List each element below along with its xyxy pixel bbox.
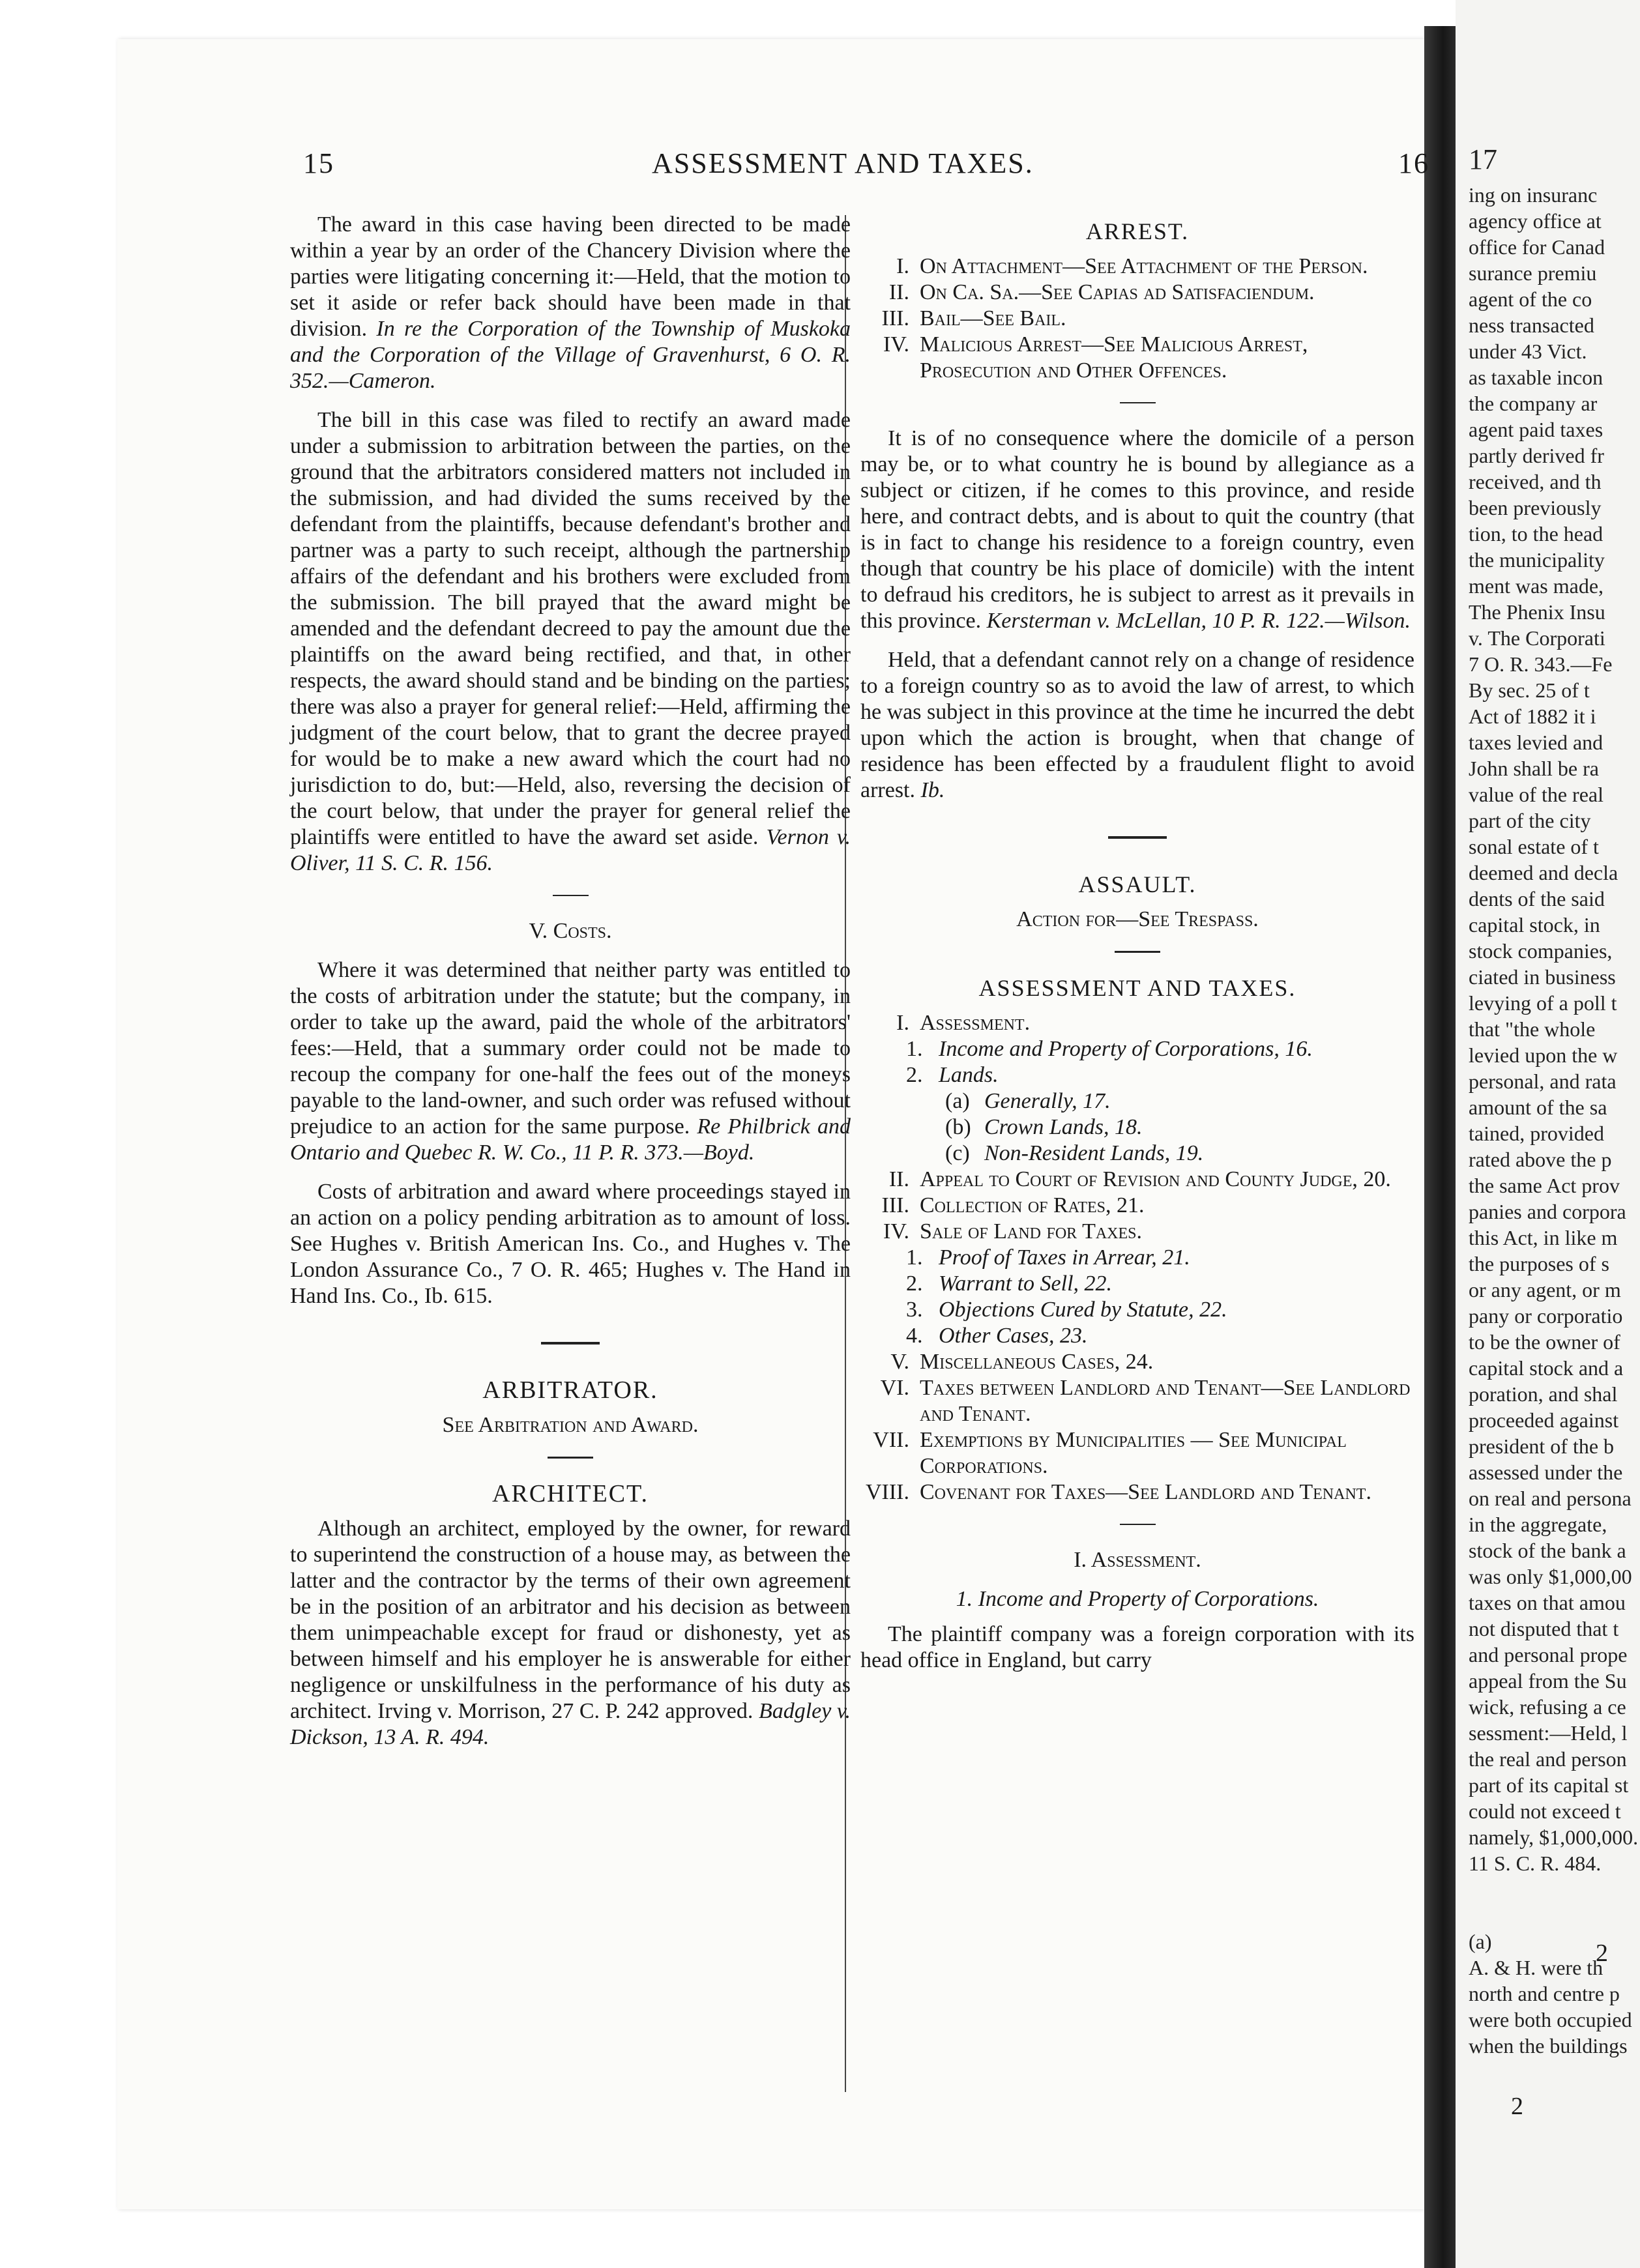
toc-number: I. bbox=[896, 254, 909, 278]
adjacent-page-line: stock of the bank a bbox=[1469, 1539, 1626, 1562]
adjacent-page-line: part of the city bbox=[1469, 809, 1591, 832]
adjacent-page-line: sessment:—Held, l bbox=[1469, 1721, 1628, 1745]
adjacent-page-line: the company ar bbox=[1469, 392, 1598, 415]
adjacent-page-line: poration, and shal bbox=[1469, 1382, 1618, 1406]
adjacent-page-section-number: 2 bbox=[1596, 1940, 1608, 1967]
adjacent-page-line: surance premiu bbox=[1469, 261, 1597, 285]
taxes-subsubitem bbox=[945, 1141, 1414, 1167]
adjacent-page-line: were both occupied bbox=[1469, 2008, 1632, 2031]
paragraph-text: Held, that a defendant cannot rely on a change of residence to a foreign country so as to avoid the law of arrest, to which he was subject in this province at the time he incurred the debt upon which the action is brought, when that change of residence has been effected by a fraudulent flight to avoid arrest. bbox=[860, 648, 1414, 802]
toc-text: Sale of Land for Taxes. bbox=[920, 1219, 1143, 1243]
arrest-contents bbox=[860, 254, 1414, 384]
adjacent-page-signature-mark: 2 bbox=[1511, 2093, 1523, 2120]
paragraph bbox=[290, 212, 851, 394]
toc-number: II. bbox=[888, 280, 909, 304]
taxes-subitem bbox=[906, 1271, 1414, 1297]
adjacent-page-line: 7 O. R. 343.—Fe bbox=[1469, 652, 1613, 676]
cross-reference: See Arbitration and Award. bbox=[442, 1413, 699, 1437]
adjacent-page-line: levying of a poll t bbox=[1469, 991, 1617, 1015]
toc-number: III. bbox=[881, 1193, 909, 1217]
toc-number: VI. bbox=[880, 1376, 909, 1400]
paragraph bbox=[860, 647, 1414, 804]
adjacent-page-line: the real and person bbox=[1469, 1747, 1627, 1771]
toc-number: VIII. bbox=[865, 1480, 909, 1504]
toc-number: III. bbox=[881, 306, 909, 330]
taxes-subitem bbox=[906, 1245, 1414, 1271]
taxes-item bbox=[860, 1193, 1414, 1219]
adjacent-page-line: to be the owner of bbox=[1469, 1330, 1620, 1354]
taxes-subitem bbox=[906, 1062, 1414, 1088]
adjacent-page-line: ing on insuranc bbox=[1469, 183, 1598, 207]
subitem-number: 4. bbox=[906, 1324, 923, 1348]
section-heading: I. Assessment. bbox=[1074, 1548, 1201, 1572]
adjacent-page-line: north and centre p bbox=[1469, 1982, 1620, 2005]
book-spine bbox=[1424, 26, 1456, 2268]
toc-text: Bail—See Bail. bbox=[920, 306, 1066, 330]
adjacent-page-line: the same Act prov bbox=[1469, 1174, 1620, 1197]
subitem-text: Warrant to Sell, 22. bbox=[939, 1272, 1113, 1296]
entry-heading: ASSAULT. bbox=[1078, 871, 1197, 897]
adjacent-page-line: taxes on that amou bbox=[1469, 1591, 1626, 1614]
adjacent-page-line: capital stock, in bbox=[1469, 913, 1600, 937]
toc-text: Malicious Arrest—See Malicious Arrest, Prosecution and Other Offences. bbox=[920, 332, 1308, 383]
cross-reference: Action for—See Trespass. bbox=[1016, 907, 1259, 931]
paragraph bbox=[290, 957, 851, 1166]
taxes-item bbox=[860, 1219, 1414, 1245]
section-divider bbox=[553, 895, 589, 896]
adjacent-page-line: amount of the sa bbox=[1469, 1096, 1607, 1119]
adjacent-page-line: John shall be ra bbox=[1469, 757, 1599, 780]
adjacent-page-line: pany or corporatio bbox=[1469, 1304, 1623, 1328]
adjacent-page-line: could not exceed t bbox=[1469, 1799, 1621, 1823]
adjacent-page-line: A. & H. were th bbox=[1469, 1956, 1603, 1979]
adjacent-page-line: dents of the said bbox=[1469, 887, 1605, 910]
section-heading: V. Costs. bbox=[529, 919, 612, 943]
adjacent-page-line: was only $1,000,00 bbox=[1469, 1565, 1632, 1588]
subsubitem-number: (c) bbox=[945, 1141, 970, 1165]
taxes-subitems bbox=[906, 1036, 1414, 1167]
subitem-text: Other Cases, 23. bbox=[939, 1324, 1088, 1348]
adjacent-page-text bbox=[1469, 147, 1640, 2059]
subsubitem-number: (a) bbox=[945, 1089, 970, 1113]
adjacent-page-line: been previously bbox=[1469, 496, 1602, 519]
taxes-item bbox=[860, 1375, 1414, 1427]
section-divider bbox=[1120, 402, 1156, 403]
paragraph-text: The bill in this case was filed to rectify an award made under a submission to arbitration between the parties, on the ground that the arbitrators considered matters not included in the submission, and had divided the sums received by the defendant from the plaintiffs, because defendant's brother and partner was a party to such receipt, although the partnership affairs of the defendant and his brothers were excluded from the submission. The bill prayed that the award might be amended and the defendant decreed to pay the amount due the plaintiffs on the award being rectified, and that, in other respects, the award should stand and be binding on the parties; there was also a prayer for general relief:—Held, affirming the judgment of the court below, that to grant the decree prayed for would be to make a new award which the court had no jurisdiction to do, but:—Held, also, reversing the decision of the court below, that under the prayer for general relief the plaintiffs were entitled to have the award set aside. bbox=[290, 408, 851, 849]
paragraph bbox=[290, 1179, 851, 1309]
adjacent-page-line: agent of the co bbox=[1469, 287, 1592, 311]
toc-number: I. bbox=[896, 1011, 909, 1035]
subitem-text: Income and Property of Corporations, 16. bbox=[939, 1037, 1313, 1061]
running-title: ASSESSMENT AND TAXES. bbox=[652, 147, 1034, 179]
subitem-number: 2. bbox=[906, 1272, 923, 1296]
toc-number: II. bbox=[888, 1167, 909, 1191]
adjacent-page-line: capital stock and a bbox=[1469, 1356, 1624, 1380]
paragraph-text: It is of no consequence where the domicile of a person may be, or to what country he is bound by allegiance as a subject or citizen, if he comes to this province, and reside here, and contract debts, and is about to quit the country (that is in fact to change his residence to a foreign country, even though that country be his place of domicile) with the intent to defraud his creditors, he is subject to arrest as it prevails in this province. bbox=[860, 426, 1414, 633]
adjacent-page-line: the municipality bbox=[1469, 548, 1605, 572]
arrest-item bbox=[860, 332, 1414, 384]
taxes-item bbox=[860, 1010, 1414, 1036]
paragraph-text: Although an architect, employed by the owner, for reward to superintend the construction of a house may, as between the latter and the contractor by the terms of their own agreement be in the position of an arbitrator and his decision as between them unimpeachable except for fraud or dishonesty, yet as between himself and his employer he is answerable for either negligence or unskilfulness in the performance of his duty as architect. Irving v. Morrison, 27 C. P. 242 approved. bbox=[290, 1517, 851, 1723]
section-divider bbox=[1108, 836, 1167, 839]
citation: Vernon v. Oliver, 11 S. C. R. 156. bbox=[290, 825, 851, 875]
adjacent-page-line: 11 S. C. R. 484. bbox=[1469, 1852, 1602, 1875]
toc-number: IV. bbox=[883, 332, 909, 356]
adjacent-page-line: partly derived fr bbox=[1469, 444, 1604, 467]
adjacent-page-line: ciated in business bbox=[1469, 965, 1616, 989]
entry-heading: ARBITRATOR. bbox=[482, 1376, 658, 1404]
adjacent-page-line: received, and th bbox=[1469, 470, 1602, 493]
adjacent-page-line: appeal from the Su bbox=[1469, 1669, 1627, 1693]
adjacent-page-line: wick, refusing a ce bbox=[1469, 1695, 1626, 1719]
subitem-text: Objections Cured by Statute, 22. bbox=[939, 1298, 1227, 1322]
taxes-subsubitems bbox=[945, 1088, 1414, 1167]
subitem-number: 1. bbox=[906, 1245, 923, 1270]
adjacent-page-line: as taxable incon bbox=[1469, 366, 1603, 389]
adjacent-page-line: that "the whole bbox=[1469, 1017, 1596, 1041]
entry-heading: ARCHITECT. bbox=[492, 1480, 649, 1507]
adjacent-page-line: assessed under the bbox=[1469, 1461, 1623, 1484]
adjacent-page-line: sonal estate of t bbox=[1469, 835, 1599, 858]
paragraph bbox=[290, 1516, 851, 1751]
paragraph bbox=[290, 407, 851, 877]
entry-heading: ASSESSMENT AND TAXES. bbox=[978, 975, 1296, 1001]
adjacent-page-line: personal, and rata bbox=[1469, 1069, 1617, 1093]
entry-heading: ARREST. bbox=[1085, 218, 1190, 244]
toc-number: V. bbox=[890, 1350, 909, 1374]
taxes-contents bbox=[860, 1010, 1414, 1505]
adjacent-page-line: agent paid taxes bbox=[1469, 418, 1603, 441]
subsubitem-text: Crown Lands, 18. bbox=[984, 1115, 1143, 1139]
adjacent-page-line: this Act, in like m bbox=[1469, 1226, 1618, 1249]
subitem-text: Proof of Taxes in Arrear, 21. bbox=[939, 1245, 1190, 1270]
toc-text: Collection of Rates, 21. bbox=[920, 1193, 1145, 1217]
subitem-number: 1. bbox=[906, 1037, 923, 1061]
section-divider bbox=[1120, 1524, 1156, 1525]
subsubitem-text: Non-Resident Lands, 19. bbox=[984, 1141, 1204, 1165]
toc-text: Appeal to Court of Revision and County Judge, 20. bbox=[920, 1167, 1391, 1191]
subsection-heading: 1. Income and Property of Corporations. bbox=[956, 1587, 1319, 1611]
taxes-subitem bbox=[906, 1297, 1414, 1323]
adjacent-page-line: deemed and decla bbox=[1469, 861, 1618, 884]
adjacent-page-line: By sec. 25 of t bbox=[1469, 678, 1590, 702]
subitem-number: 3. bbox=[906, 1298, 923, 1322]
section-divider bbox=[1115, 951, 1160, 953]
adjacent-page-line: proceeded against bbox=[1469, 1408, 1619, 1432]
section-divider bbox=[548, 1457, 593, 1459]
toc-text: On Attachment—See Attachment of the Person. bbox=[920, 254, 1368, 278]
citation: Ib. bbox=[920, 778, 945, 802]
paragraph-text: The plaintiff company was a foreign corporation with its head office in England, but carry bbox=[860, 1622, 1414, 1672]
taxes-subitem bbox=[906, 1036, 1414, 1062]
taxes-item bbox=[860, 1167, 1414, 1193]
adjacent-page-line: stock companies, bbox=[1469, 939, 1613, 963]
subitem-text: Lands. bbox=[939, 1063, 999, 1087]
toc-text: Taxes between Landlord and Tenant—See Landlord and Tenant. bbox=[920, 1376, 1411, 1426]
paragraph-text: Where it was determined that neither party was entitled to the costs of arbitration under the statute; but the company, in order to take up the award, paid the whole of the arbitrators' fees:—Held, that a summary order could not be made to recoup the company for one-half the fees out of the moneys payable to the land-owner, and such order was refused without prejudice to an action for the same purpose. bbox=[290, 958, 851, 1139]
adjacent-page-line: president of the b bbox=[1469, 1434, 1615, 1458]
adjacent-page-line: value of the real bbox=[1469, 783, 1603, 806]
toc-text: On Ca. Sa.—See Capias ad Satisfaciendum. bbox=[920, 280, 1315, 304]
adjacent-page-line: levied upon the w bbox=[1469, 1043, 1618, 1067]
adjacent-page-line: and personal prope bbox=[1469, 1643, 1628, 1666]
paragraph-text: Costs of arbitration and award where proceedings stayed in an action on a policy pending arbitration as to amount of loss. See Hughes v. British American Ins. Co., and Hughes v. The London Assurance Co., 7 O. R. 465; Hughes v. The Hand in Hand Ins. Co., Ib. 615. bbox=[290, 1180, 851, 1308]
adjacent-page-line: tion, to the head bbox=[1469, 522, 1603, 545]
adjacent-page-line: in the aggregate, bbox=[1469, 1513, 1607, 1536]
adjacent-page-line: taxes levied and bbox=[1469, 731, 1603, 754]
citation: Re Philbrick and Ontario and Quebec R. W. Co., 11 P. R. 373.—Boyd. bbox=[290, 1114, 851, 1165]
adjacent-page-line bbox=[1469, 1876, 1640, 1902]
adjacent-page-line: namely, $1,000,000. bbox=[1469, 1825, 1639, 1849]
adjacent-page-line: part of its capital st bbox=[1469, 1773, 1629, 1797]
right-column bbox=[860, 212, 1414, 1687]
toc-number: VII. bbox=[873, 1428, 909, 1452]
adjacent-page-line: not disputed that t bbox=[1469, 1617, 1619, 1640]
adjacent-page-line: tained, provided bbox=[1469, 1122, 1604, 1145]
adjacent-page-line: or any agent, or m bbox=[1469, 1278, 1621, 1301]
subsubitem-text: Generally, 17. bbox=[984, 1089, 1111, 1113]
arrest-item bbox=[860, 254, 1414, 280]
toc-text: Covenant for Taxes—See Landlord and Tenant. bbox=[920, 1480, 1371, 1504]
taxes-item bbox=[860, 1349, 1414, 1375]
adjacent-page-line: (a) bbox=[1469, 1930, 1492, 1953]
adjacent-page-line: The Phenix Insu bbox=[1469, 600, 1605, 624]
taxes-subitem bbox=[906, 1323, 1414, 1349]
adjacent-page-line: under 43 Vict. bbox=[1469, 340, 1587, 363]
toc-number: IV. bbox=[883, 1219, 909, 1243]
page-number-left: 15 bbox=[303, 147, 334, 179]
adjacent-page-line: panies and corpora bbox=[1469, 1200, 1626, 1223]
citation: Badgley v. Dickson, 13 A. R. 494. bbox=[290, 1699, 851, 1749]
taxes-item bbox=[860, 1479, 1414, 1505]
adjacent-page-line: agency office at bbox=[1469, 209, 1602, 233]
subitem-number: 2. bbox=[906, 1063, 923, 1087]
adjacent-page-line: v. The Corporati bbox=[1469, 626, 1605, 650]
toc-text: Assessment. bbox=[920, 1011, 1031, 1035]
adjacent-page-line: ment was made, bbox=[1469, 574, 1604, 598]
subsubitem-number: (b) bbox=[945, 1115, 971, 1139]
adjacent-page-line: when the buildings bbox=[1469, 2034, 1628, 2057]
adjacent-page-line bbox=[1469, 1902, 1640, 1928]
citation: In re the Corporation of the Township of Muskoka and the Corporation of the Village of Gravenhurst, 6 O. R. 352.—Cameron. bbox=[290, 317, 851, 393]
paragraph bbox=[860, 426, 1414, 634]
page-number-right: 16 bbox=[1398, 147, 1429, 179]
taxes-subsubitem bbox=[945, 1114, 1414, 1141]
adjacent-page-line: Act of 1882 it i bbox=[1469, 705, 1596, 728]
taxes-item bbox=[860, 1427, 1414, 1479]
arrest-item bbox=[860, 306, 1414, 332]
adjacent-page-line: ness transacted bbox=[1469, 313, 1594, 337]
taxes-subsubitem bbox=[945, 1088, 1414, 1114]
section-divider bbox=[541, 1342, 600, 1345]
toc-text: Miscellaneous Cases, 24. bbox=[920, 1350, 1154, 1374]
taxes-subitems bbox=[906, 1245, 1414, 1349]
adjacent-page bbox=[1456, 0, 1640, 2268]
citation: Kersterman v. McLellan, 10 P. R. 122.—Wilson. bbox=[986, 609, 1411, 633]
toc-text: Exemptions by Municipalities — See Municipal Corporations. bbox=[920, 1428, 1347, 1478]
arrest-item bbox=[860, 280, 1414, 306]
adjacent-page-line: the purposes of s bbox=[1469, 1252, 1609, 1275]
left-column bbox=[290, 212, 851, 1764]
adjacent-page-number: 17 bbox=[1469, 147, 1497, 173]
adjacent-page-line: rated above the p bbox=[1469, 1148, 1612, 1171]
paragraph bbox=[860, 1621, 1414, 1674]
paragraph-text: The award in this case having been directed to be made within a year by an order of the Chancery Division where the parties were litigating concerning it:—Held, that the motion to set it aside or refer back should have been made in that division. bbox=[290, 212, 851, 341]
adjacent-page-line: on real and persona bbox=[1469, 1487, 1632, 1510]
adjacent-page-line: office for Canad bbox=[1469, 235, 1605, 259]
